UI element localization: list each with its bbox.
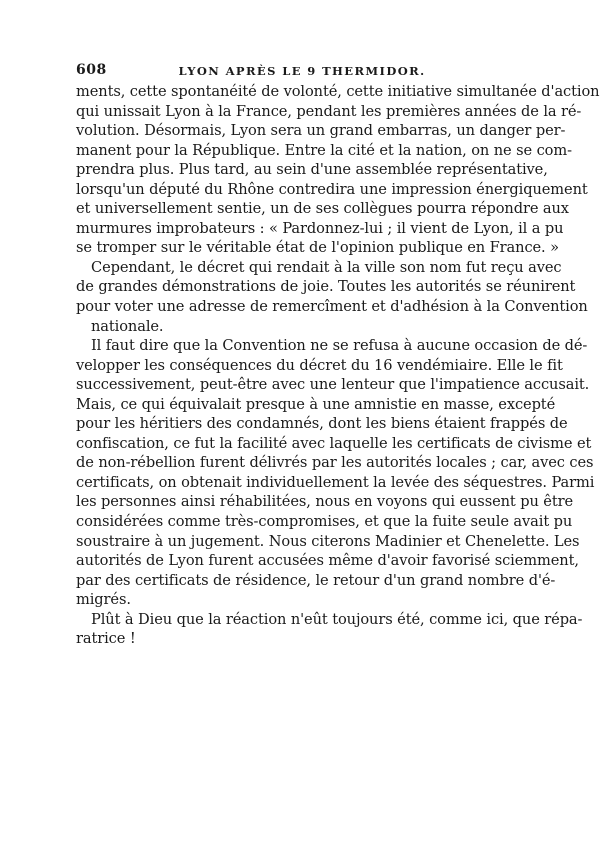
text-line: et universellement sentie, un de ses collègues pourra répondre aux (76, 200, 569, 218)
text-line: de non-rébellion furent délivrés par les autorités locales ; car, avec ces (76, 454, 594, 472)
text-line: murmures improbateurs : « Pardonnez-lui ; il vient de Lyon, il a pu (76, 219, 564, 237)
running-title: LYON APRÈS LE 9 THERMIDOR. (178, 64, 426, 78)
text-line: les personnes ainsi réhabilitées, nous en voyons qui eussent pu être (76, 493, 574, 511)
text-line: confiscation, ce fut la facilité avec laquelle les certificats de civisme et (76, 434, 592, 452)
paragraph-4 (76, 610, 583, 649)
text-line: nationale. (91, 317, 164, 335)
paragraph-3 (76, 336, 595, 610)
text-line: velopper les conséquences du décret du 16 vendémiaire. Elle le fit (76, 356, 563, 374)
text-line: de grandes démonstrations de joie. Toutes les autorités se réunirent (76, 278, 576, 296)
text-line: pour les héritiers des condamnés, dont les biens étaient frappés de (76, 415, 568, 433)
body-text (76, 82, 600, 649)
text-line: Plût à Dieu que la réaction n'eût toujours été, comme ici, que répa- (91, 610, 583, 628)
text-line: autorités de Lyon furent accusées même d'avoir favorisé sciemment, (76, 552, 579, 570)
paragraph-1 (76, 82, 600, 258)
text-line: soustraire à un jugement. Nous citerons Madinier et Chenelette. Les (76, 532, 580, 550)
paragraph-2 (76, 258, 588, 336)
text-line: certificats, on obtenait individuellement la levée des séquestres. Parmi (76, 473, 595, 491)
text-line: Mais, ce qui équivalait presque à une amnistie en masse, excepté (76, 395, 556, 413)
text-line: prendra plus. Plus tard, au sein d'une assemblée représentative, (76, 161, 548, 179)
text-line: par des certificats de résidence, le retour d'un grand nombre d'é- (76, 571, 556, 589)
text-line: pour voter une adresse de remercîment et d'adhésion à la Convention (76, 298, 588, 316)
text-line: ratrice ! (76, 630, 136, 648)
text-line: migrés. (76, 591, 131, 609)
text-line: lorsqu'un député du Rhône contredira une impression énergiquement (76, 180, 588, 198)
text-line: manent pour la République. Entre la cité et la nation, on ne se com- (76, 141, 572, 159)
text-line: Il faut dire que la Convention ne se refusa à aucune occasion de dé- (91, 337, 588, 355)
text-line: ments, cette spontanéité de volonté, cette initiative simultanée d'action (76, 83, 600, 100)
page-header (76, 62, 528, 82)
text-line: se tromper sur le véritable état de l'opinion publique en France. » (76, 239, 559, 257)
text-line: Cependant, le décret qui rendait à la ville son nom fut reçu avec (91, 258, 562, 276)
text-line: considérées comme très-compromises, et que la fuite seule avait pu (76, 513, 573, 531)
page-number: 608 (76, 62, 107, 78)
text-line: successivement, peut-être avec une lenteur que l'impatience accusait. (76, 376, 590, 394)
text-line: qui unissait Lyon à la France, pendant les premières années de la ré- (76, 102, 582, 120)
text-line: volution. Désormais, Lyon sera un grand embarras, un danger per- (76, 122, 566, 140)
